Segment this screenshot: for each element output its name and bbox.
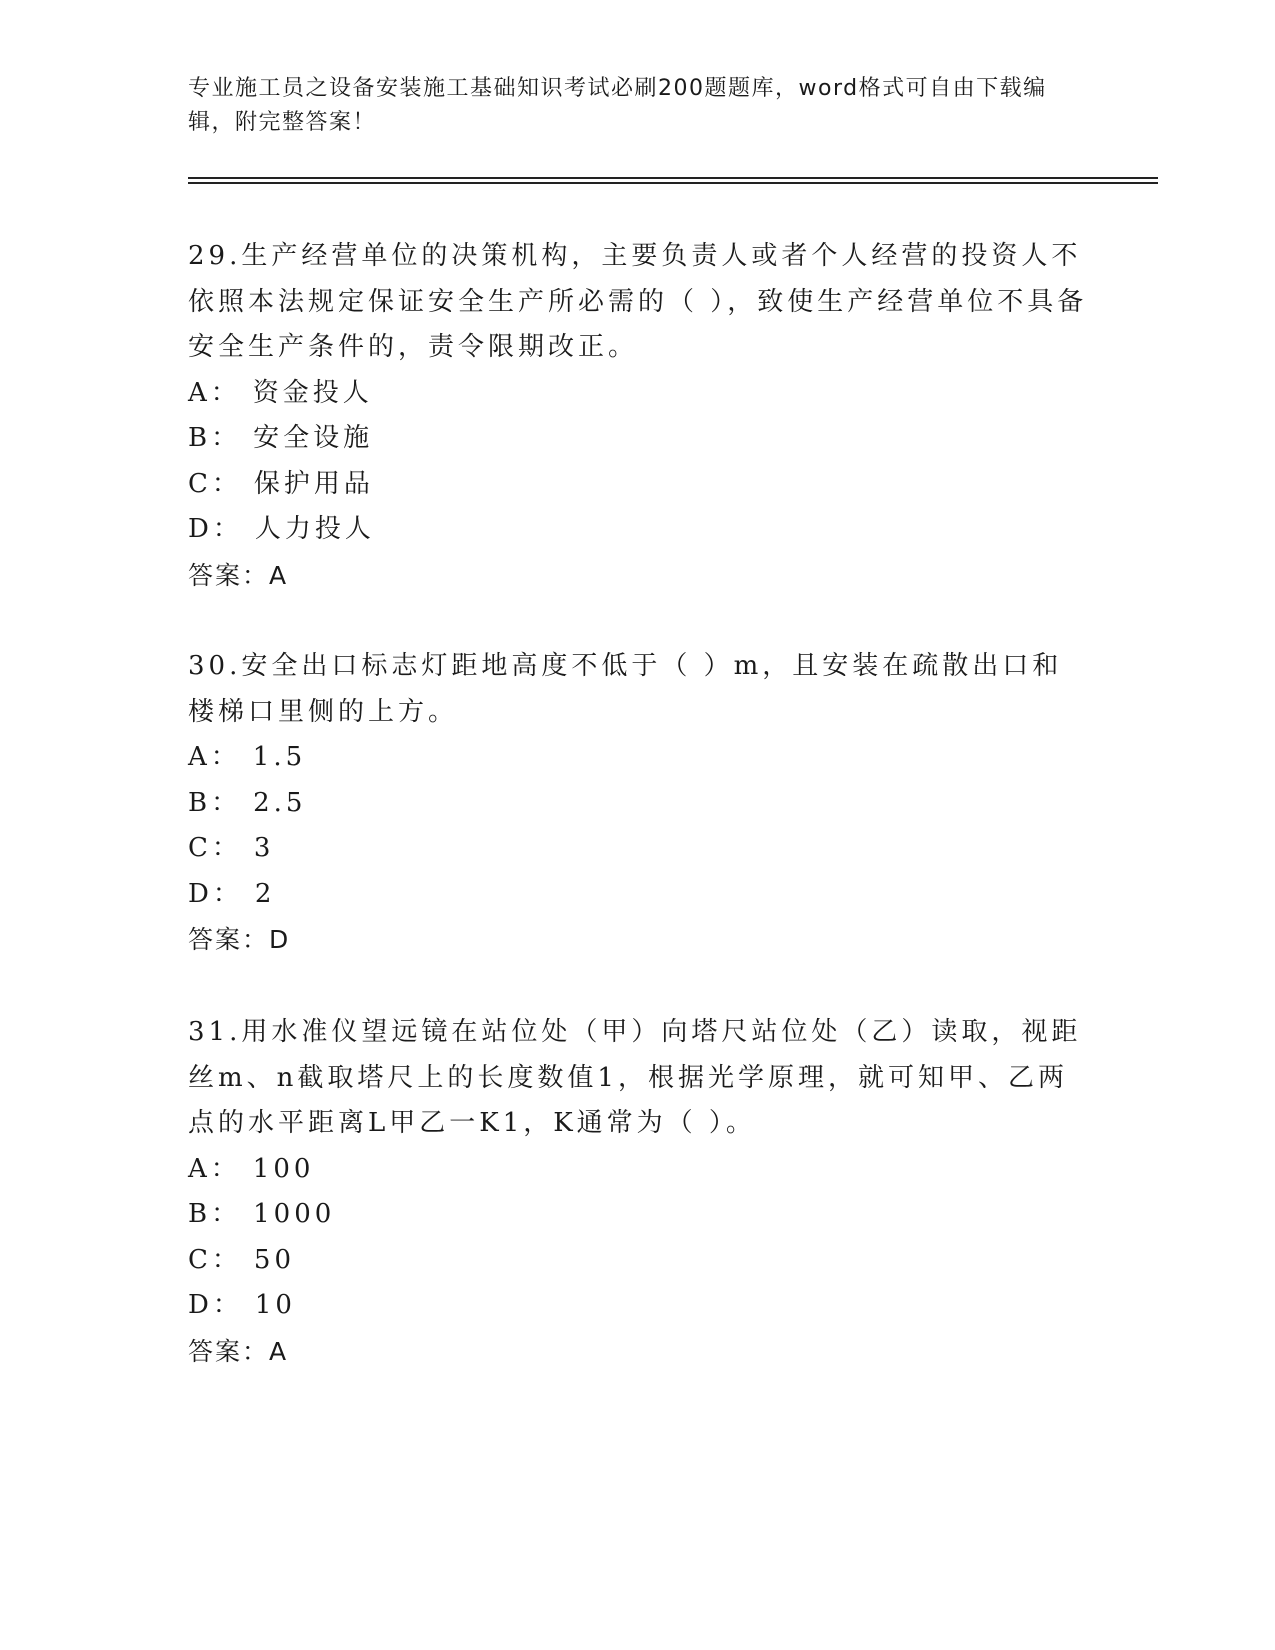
option-key: A： (188, 742, 241, 772)
option-list (188, 735, 1088, 917)
header-divider-top (188, 177, 1158, 179)
question-text: 安全出口标志灯距地高度不低于（ ）m，且安装在疏散出口和楼梯口里侧的上方。 (188, 651, 1063, 727)
option-key: C： (188, 833, 242, 863)
option-key: B： (188, 787, 242, 818)
option-text: 保护用品 (253, 468, 374, 499)
option-text: 人力投人 (254, 514, 375, 544)
header-divider-bottom (188, 182, 1158, 184)
option-d (188, 872, 1088, 918)
question-stem (188, 234, 1088, 371)
question-number: 31. (188, 1017, 242, 1047)
option-b (188, 416, 1088, 462)
answer-line (188, 553, 1088, 599)
option-list (188, 371, 1088, 553)
answer-label: 答案： (188, 560, 270, 590)
question-30 (188, 644, 1088, 963)
option-text: 3 (253, 833, 275, 863)
option-key: C： (188, 1244, 242, 1275)
option-key: D： (188, 1290, 243, 1320)
option-key: A： (188, 1153, 241, 1184)
option-key: B： (188, 1199, 242, 1229)
option-text: 100 (252, 1153, 315, 1184)
question-text: 生产经营单位的决策机构，主要负责人或者个人经营的投资人不依照本法规定保证安全生产所必需的（ ），致使生产经营单位不具备安全生产条件的，责令限期改正。 (188, 241, 1088, 362)
option-a (188, 735, 1088, 781)
answer-label: 答案： (188, 925, 270, 954)
option-b (188, 781, 1088, 827)
option-b (188, 1192, 1088, 1238)
option-text: 2 (254, 878, 276, 909)
answer-value: D (269, 925, 291, 954)
option-text: 资金投人 (252, 377, 373, 408)
answer-label: 答案： (188, 1336, 270, 1366)
question-number: 30. (188, 651, 242, 681)
option-d (188, 1283, 1088, 1329)
question-29 (188, 234, 1088, 598)
option-text: 2.5 (253, 787, 307, 818)
option-a (188, 371, 1088, 417)
answer-line (188, 1329, 1088, 1375)
question-stem (188, 1010, 1088, 1147)
question-text: 用水准仪望远镜在站位处（甲）向塔尺站位处（乙）读取，视距丝m、n截取塔尺上的长度数值1，根据光学原理，就可知甲、乙两点的水平距离L甲乙一K1，K通常为（ ）。 (188, 1017, 1082, 1138)
option-a (188, 1147, 1088, 1193)
question-stem (188, 644, 1088, 735)
question-31 (188, 1010, 1088, 1374)
answer-value: A (269, 560, 289, 590)
option-c (188, 462, 1088, 508)
option-key: D： (188, 878, 243, 909)
question-number: 29. (188, 241, 242, 271)
answer-line (188, 917, 1088, 963)
option-d (188, 507, 1088, 553)
option-text: 安全设施 (253, 423, 374, 453)
option-key: D： (188, 514, 243, 544)
header-text: 专业施工员之设备安装施工基础知识考试必刷200题题库，word格式可自由下载编辑，附完整答案！ (188, 76, 1047, 135)
option-text: 10 (254, 1290, 296, 1320)
option-key: A： (188, 377, 241, 408)
document-header (188, 72, 1068, 140)
option-key: B： (188, 423, 242, 453)
option-list (188, 1147, 1088, 1329)
answer-value: A (269, 1336, 289, 1366)
option-text: 1.5 (252, 742, 307, 772)
option-c (188, 826, 1088, 872)
option-text: 1000 (253, 1199, 336, 1229)
option-c (188, 1238, 1088, 1284)
option-text: 50 (253, 1244, 295, 1275)
option-key: C： (188, 468, 242, 499)
